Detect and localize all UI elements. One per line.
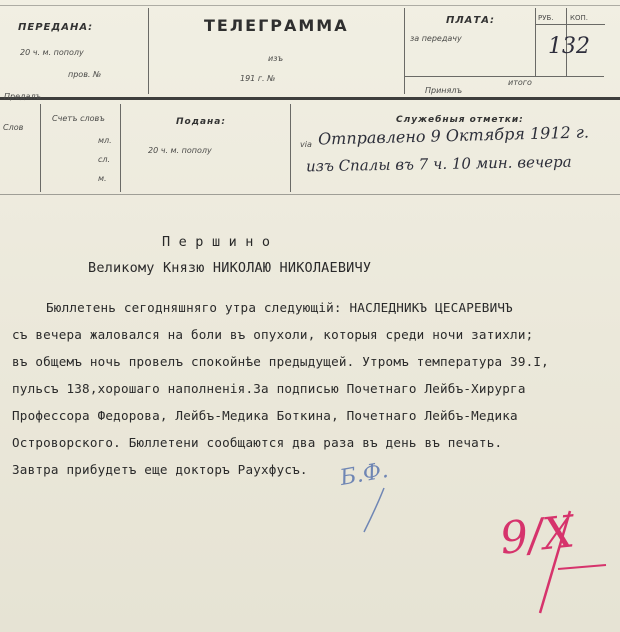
message-line-6: Островорского. Бюллетени сообщаются два раза въ день въ печать. xyxy=(12,435,503,450)
top-edge-line xyxy=(0,5,620,6)
message-line-3: въ общемъ ночь провелъ спокойнѣе предыдущей. Утромъ температура 39.I, xyxy=(12,354,549,369)
divider-left xyxy=(148,8,149,94)
handwritten-sent-date: Отправлено 9 Октября 1912 г. xyxy=(317,122,590,149)
message-addressee: Великому Князю НИКОЛАЮ НИКОЛАЕВИЧУ xyxy=(88,260,372,276)
pencil-stroke xyxy=(360,486,390,536)
service-divider-3 xyxy=(290,104,291,192)
kop-label: КОП. xyxy=(570,14,588,22)
handwritten-sent-place: изъ Спалы въ 7 ч. 10 мин. вечера xyxy=(305,152,572,176)
slov-label: Слов xyxy=(3,123,24,132)
red-slash-stroke xyxy=(518,505,608,620)
message-place: П е р ш и н о xyxy=(162,234,271,250)
service-marks-label: Служебныя отметки: xyxy=(396,115,524,125)
fee-value: 132 xyxy=(548,34,590,59)
sent-prov-label: пров. № xyxy=(68,70,102,79)
sl-label: сл. xyxy=(98,155,111,164)
service-divider-2 xyxy=(120,104,121,192)
itogo-label: итого xyxy=(508,78,532,87)
plata-heading: ПЛАТА: xyxy=(446,15,495,26)
message-line-5: Профессора Федорова, Лейбъ-Медика Боткина, Почетнаго Лейбъ-Медика xyxy=(12,408,518,423)
header-rule xyxy=(0,97,620,100)
schet-slov-label: Счетъ словъ xyxy=(52,114,105,123)
year-label: 191 г. № xyxy=(240,74,276,83)
service-divider-1 xyxy=(40,104,41,192)
m-label: м. xyxy=(98,174,107,183)
from-label: изъ xyxy=(268,54,284,63)
message-line-2: съ вечера жаловался на боли въ опухоли, которыя среди ночи затихли; xyxy=(12,327,534,342)
for-transfer-label: за передачу xyxy=(410,34,462,43)
pencil-initials: Б.Ф. xyxy=(338,457,391,492)
telegram-title: ТЕЛЕГРАММА xyxy=(204,16,349,35)
ml-label: мл. xyxy=(98,136,112,145)
rub-label: РУБ. xyxy=(538,14,554,22)
peredana-heading: ПЕРЕДАНА: xyxy=(18,22,94,33)
sent-time-label: 20 ч. м. пополу xyxy=(20,48,84,57)
red-date-mark: 9/X xyxy=(497,506,577,565)
message-line-1: Бюллетень сегодняшняго утра следующій: НАСЛЕДНИКЪ ЦЕСАРЕВИЧЪ xyxy=(46,300,513,315)
divider-rub xyxy=(535,8,536,76)
prinyal-label: Принялъ xyxy=(425,86,463,95)
divider-right xyxy=(404,8,405,94)
message-line-7: Завтра прибудетъ еще докторъ Раухфусъ. xyxy=(12,462,308,477)
podana-time-label: 20 ч. м. пополу xyxy=(148,146,212,155)
via-label: via xyxy=(300,140,312,149)
message-line-4: пульсъ 138,хорошаго наполненія.За подписью Почетнаго Лейбъ-Хирурга xyxy=(12,381,526,396)
predal-label: Предалъ xyxy=(4,92,42,101)
service-bottom-rule xyxy=(0,194,620,195)
rub-kop-underline xyxy=(535,24,605,25)
itogo-line xyxy=(404,76,604,77)
podana-label: Подана: xyxy=(176,117,226,127)
